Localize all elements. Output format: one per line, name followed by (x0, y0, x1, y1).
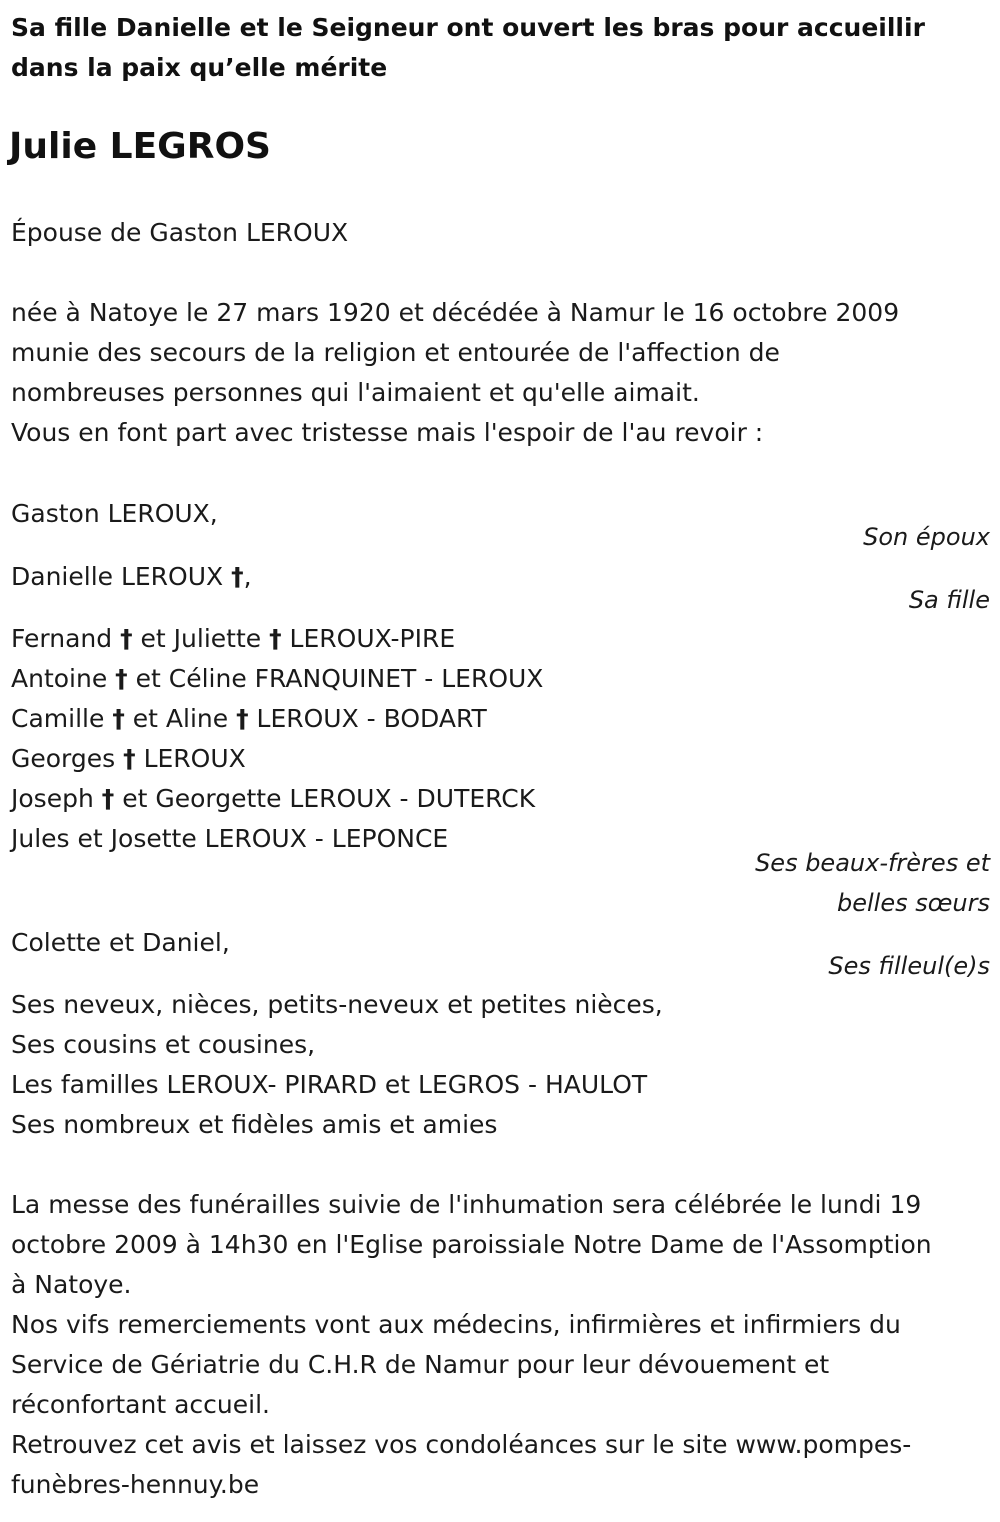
closing-line: octobre 2009 à 14h30 en l'Eglise paroissiale Notre Dame de l'Assomption (11, 1230, 932, 1259)
inlaw-surname: LEROUX-PIRE (289, 624, 456, 653)
closing-line: Service de Gériatrie du C.H.R de Namur pour leur dévouement et (11, 1350, 830, 1379)
family-other-line: Ses cousins et cousines, (11, 1030, 316, 1059)
family-inlaw-line (11, 659, 543, 699)
inlaw-first-name: Georges (11, 744, 116, 773)
family-daughter-suffix: , (243, 562, 252, 591)
family-daughter-role: Sa fille (908, 586, 990, 614)
inlaw-surname: LEROUX - BODART (256, 704, 487, 733)
family-inlaw-line (11, 699, 487, 739)
cross-icon: † (101, 784, 115, 813)
cross-icon: † (236, 704, 249, 733)
family-spouse-name: Gaston LEROUX, (11, 499, 218, 528)
closing-line: réconfortant accueil. (11, 1390, 270, 1419)
family-other-line: Les familles LEROUX- PIRARD et LEGROS - HAULOT (11, 1070, 648, 1099)
headline: Sa fille Danielle et le Seigneur ont ouvert les bras pour accueillir dans la paix qu’elle mérite (11, 13, 925, 82)
family-inlaw-line (11, 739, 246, 779)
family-inlaw-role: belles sœurs (837, 889, 990, 917)
cross-icon: † (231, 562, 244, 591)
intro-line: née à Natoye le 27 mars 1920 et décédée à Namur le 16 octobre 2009 (11, 298, 900, 327)
family-spouse-role: Son époux (863, 523, 990, 551)
deceased-name: Julie LEGROS (9, 126, 271, 167)
cross-icon: † (123, 744, 136, 773)
closing-line: La messe des funérailles suivie de l'inhumation sera célébrée le lundi 19 (11, 1190, 922, 1219)
closing-line: funèbres-hennuy.be (11, 1470, 260, 1499)
family-godchildren-name: Colette et Daniel, (11, 928, 230, 957)
inlaw-rest: et Céline FRANQUINET - LEROUX (135, 664, 544, 693)
family-inlaw-role: Ses beaux-frères et (755, 849, 990, 877)
cross-icon: † (120, 624, 133, 653)
inlaw-first-name: Antoine (11, 664, 108, 693)
family-inlaw-line (11, 779, 535, 819)
intro-line: nombreuses personnes qui l'aimaient et qu'elle aimait. (11, 378, 700, 407)
inlaw-first-name: Fernand (11, 624, 113, 653)
intro-line: munie des secours de la religion et entourée de l'affection de (11, 338, 780, 367)
family-inlaw-line (11, 619, 455, 659)
family-daughter-name: Danielle LEROUX (11, 562, 224, 591)
family-inlaw-line (11, 819, 448, 859)
inlaw-rest: LEROUX (143, 744, 246, 773)
closing-line: à Natoye. (11, 1270, 132, 1299)
family-other-line: Ses neveux, nièces, petits-neveux et petites nièces, (11, 990, 663, 1019)
inlaw-first-name: Camille (11, 704, 105, 733)
inlaw-full-line: Jules et Josette LEROUX - LEPONCE (11, 824, 449, 853)
family-other-line: Ses nombreux et fidèles amis et amies (11, 1110, 498, 1139)
inlaw-second-name: et Aline (132, 704, 229, 733)
family-daughter-line (11, 557, 252, 597)
inlaw-second-name: et Juliette (140, 624, 262, 653)
cross-icon: † (112, 704, 125, 733)
closing-line: Nos vifs remerciements vont aux médecins, infirmières et infirmiers du (11, 1310, 901, 1339)
closing-line: Retrouvez cet avis et laissez vos condoléances sur le site www.pompes- (11, 1430, 912, 1459)
inlaw-rest: et Georgette LEROUX - DUTERCK (122, 784, 536, 813)
family-godchildren-role: Ses filleul(e)s (828, 952, 990, 980)
cross-icon: † (115, 664, 128, 693)
intro-line: Vous en font part avec tristesse mais l'espoir de l'au revoir : (11, 418, 764, 447)
spouse-line: Épouse de Gaston LEROUX (11, 218, 349, 247)
inlaw-first-name: Joseph (11, 784, 94, 813)
cross-icon: † (269, 624, 282, 653)
